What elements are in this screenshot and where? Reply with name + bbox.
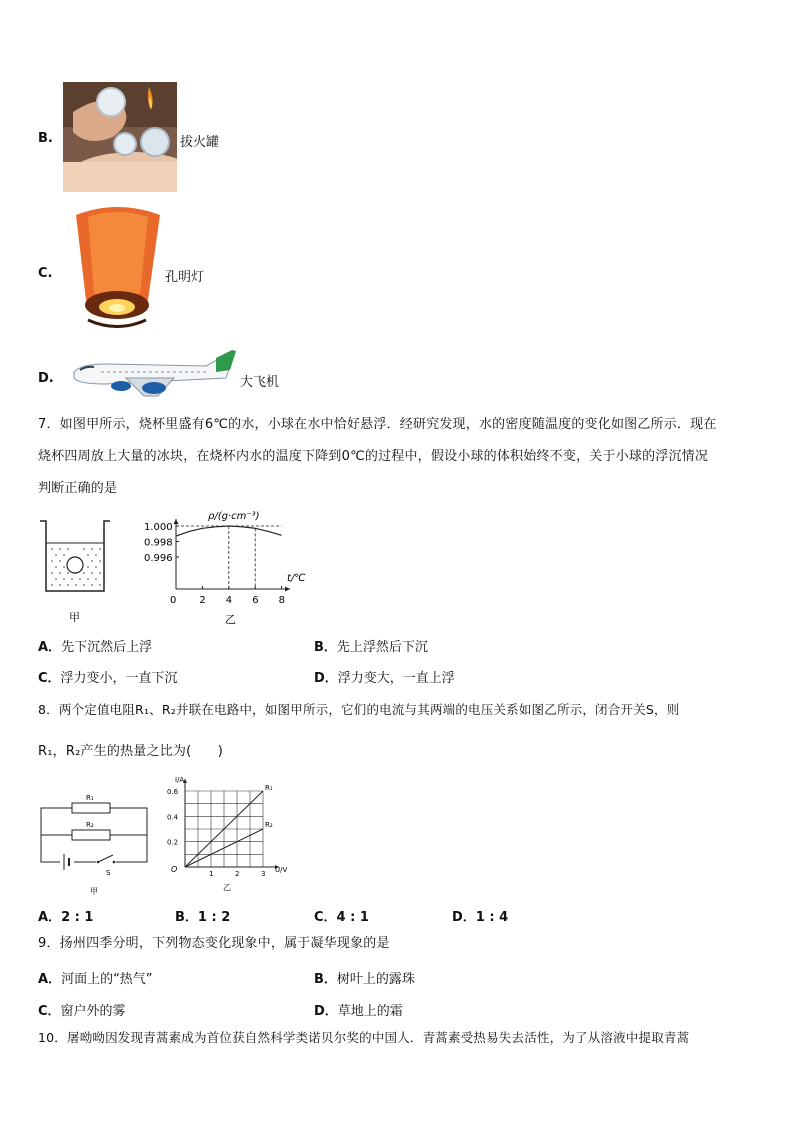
choice-letter: C． (38, 671, 61, 686)
resistor-r1 (72, 803, 110, 813)
q10-stem: 10．屠呦呦因发现青蒿素成为首位获自然科学类诺贝尔奖的中国人．青蒿素受热易失去活性，为了从溶液中提取青蒿 (38, 1030, 690, 1045)
x-tick-label: 2 (199, 595, 206, 606)
q7-choice-a[interactable] (38, 636, 152, 655)
density-ylabel: ρ/(g·cm⁻³) (208, 511, 260, 522)
choice-text: 河面上的“热气” (61, 972, 153, 987)
iu-origin: O (171, 865, 178, 874)
choice-letter: C． (314, 910, 337, 925)
choice-text: 1 : 4 (475, 910, 509, 925)
q6-option-b (38, 82, 298, 192)
choice-letter: B． (314, 972, 337, 987)
label-switch: S (106, 869, 111, 877)
series-label: R₁ (265, 784, 273, 792)
q7-stem-line2: 烧杯四周放上大量的冰块，在烧杯内水的温度下降到0℃的过程中，假设小球的体积始终不变，关于小球的浮沉情况 (38, 449, 709, 464)
resistor-r2 (72, 830, 110, 840)
x-tick-label: 3 (261, 870, 266, 878)
q7-fig-beaker (38, 515, 113, 625)
choice-letter: D． (452, 910, 476, 925)
fig-label-yi: 乙 (223, 883, 231, 892)
iu-xlabel: U/V (275, 866, 288, 874)
iu-chart (165, 772, 295, 897)
label-r1: R₁ (86, 794, 94, 802)
q7-stem-line1: 7．如图甲所示，烧杯里盛有6℃的水，小球在水中恰好悬浮．经研究发现，水的密度随温度的变化如图乙所示．现在 (38, 417, 717, 432)
choice-text: 1 : 2 (197, 910, 231, 925)
y-tick-label: 0.996 (144, 553, 173, 564)
choice-text: 窗户外的雾 (60, 1004, 126, 1019)
q7-choice-c[interactable] (38, 667, 178, 686)
q6-option-c (38, 205, 298, 335)
q9-stem: 9．扬州四季分明，下列物态变化现象中，属于凝华现象的是 (38, 936, 390, 951)
x-tick-label: 4 (225, 595, 233, 606)
x-tick-label: 0 (170, 595, 177, 606)
choice-text: 先下沉然后上浮 (61, 640, 153, 655)
option-label: 拔火罐 (180, 135, 220, 150)
option-letter: D. (38, 371, 54, 386)
x-axis-arrow (285, 587, 290, 592)
density-xlabel: t/℃ (287, 573, 306, 584)
choice-text: 浮力变大，一直上浮 (337, 671, 455, 686)
q8-choice-c[interactable] (314, 906, 369, 925)
choice-text: 浮力变小，一直下沉 (60, 671, 178, 686)
q8-choice-a[interactable] (38, 906, 93, 925)
x-tick-label: 2 (235, 870, 240, 878)
iu-ylabel: I/A (175, 776, 185, 784)
x-tick-label: 8 (278, 595, 285, 606)
choice-text: 4 : 1 (336, 910, 369, 925)
sky-lantern-photo (68, 205, 166, 333)
q6-option-d (38, 348, 298, 403)
option-letter: B. (38, 131, 53, 146)
q9-choice-a[interactable] (38, 968, 153, 987)
choice-letter: A． (38, 640, 62, 655)
choice-letter: B． (314, 640, 337, 655)
choice-text: 草地上的霜 (337, 1004, 403, 1019)
fig-label-jia: 甲 (90, 887, 98, 896)
series-label: R₂ (265, 821, 273, 829)
x-tick-label: 6 (252, 595, 259, 606)
q7-stem-line3: 判断正确的是 (38, 481, 118, 496)
q7-choice-d[interactable] (314, 667, 455, 686)
choice-letter: A． (38, 972, 62, 987)
choice-text: 2 : 1 (61, 910, 94, 925)
y-tick-label: 0.998 (144, 537, 173, 549)
choice-letter: A． (38, 910, 62, 925)
fig-label-jia: 甲 (69, 611, 80, 624)
fig-label-yi: 乙 (225, 613, 236, 626)
x-tick-label: 1 (209, 870, 214, 878)
choice-letter: D． (314, 671, 338, 686)
q9-choice-d[interactable] (314, 1000, 403, 1019)
q8-choice-d[interactable] (452, 906, 508, 925)
option-label: 孔明灯 (165, 270, 205, 285)
q9-choice-c[interactable] (38, 1000, 126, 1019)
y-axis-arrow (174, 519, 179, 524)
density-chart (140, 505, 315, 630)
choice-letter: C． (38, 1004, 61, 1019)
cupping-photo (63, 82, 177, 192)
ball (67, 557, 83, 573)
q8-fig-circuit (38, 790, 153, 900)
y-tick-label: 0.6 (167, 788, 179, 796)
choice-letter: D． (314, 1004, 338, 1019)
option-label: 大飞机 (240, 375, 280, 390)
choice-text: 先上浮然后下沉 (336, 640, 428, 655)
y-tick-label: 1.000 (144, 522, 173, 533)
y-tick-label: 0.2 (167, 838, 179, 847)
q9-choice-b[interactable] (314, 968, 415, 987)
y-tick-label: 0.4 (167, 813, 179, 822)
airplane-photo (66, 348, 238, 403)
q8-stem-line1: 8．两个定值电阻R₁、R₂并联在电路中，如图甲所示，它们的电流与其两端的电压关系如图乙所示，闭合开关S，则 (38, 702, 680, 717)
label-r2: R₂ (86, 821, 94, 829)
q8-stem-line2: R₁，R₂产生的热量之比为( ) (38, 744, 224, 759)
choice-letter: B． (175, 910, 198, 925)
q8-choice-b[interactable] (175, 906, 230, 925)
q7-choice-b[interactable] (314, 636, 428, 655)
choice-text: 树叶上的露珠 (336, 972, 415, 987)
option-letter: C. (38, 266, 53, 281)
